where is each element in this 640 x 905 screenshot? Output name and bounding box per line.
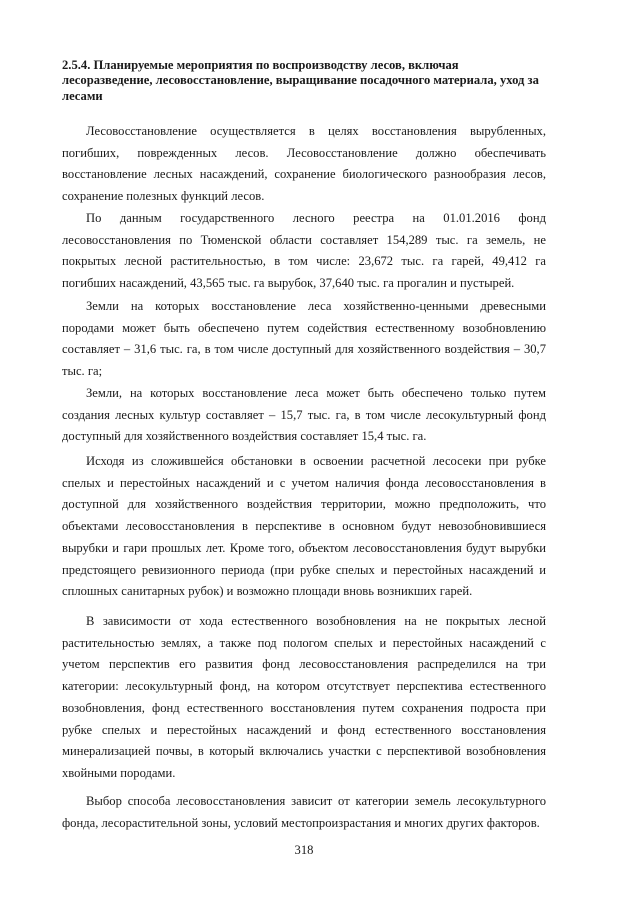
- paragraph-reforestation-fund: По данным государственного лесного реестра на 01.01.2016 фонд лесовосстановления по Тюменской области составляет 154,289 тыс. га земель, не покрытых лесной растительностью, в том числе: 23,672 тыс. га гарей, 49,412 га погибших насаждений, 43,565 тыс. га вырубок, 37,640 тыс. га прогалин и пустырей.: [62, 211, 546, 291]
- paragraph-reforestation-objects: Исходя из сложившейся обстановки в освоении расчетной лесосеки при рубке спелых и перестойных насаждений и с учетом наличия фонда лесовосстановления в доступной для хозяйственного воздействия территории, можно предположить, что объектами лесовосстановления в перспективе в основном будут невозобновившиеся вырубки и гари прошлых лет. Кроме того, объектом лесовосстановления будут вырубки предстоящего ревизионного периода (при рубке спелых и перестойных насаждений и сплошных санитарных рубок) и возможно площади вновь возникших гарей.: [62, 454, 546, 599]
- paragraph-natural-regeneration: Земли на которых восстановление леса хозяйственно-ценными древесными породами может быть обеспечено путем содействия естественному возобновлению составляет – 31,6 тыс. га, в том числе доступный для хозяйственного воздействия – 30,7 тыс. га;: [62, 299, 546, 379]
- paragraph-method-choice: Выбор способа лесовосстановления зависит от категории земель лесокультурного фонда, лесорастительной зоны, условий местопроизрастания и многих других факторов.: [62, 794, 546, 830]
- paragraph-fund-categories: В зависимости от хода естественного возобновления на не покрытых лесной растительностью землях, а также под пологом спелых и перестойных насаждений с учетом перспектив его развития фонд лесовосстановления распределился на три категории: лесокультурный фонд, на котором отсутствует перспектива естественного возобновления, фонд естественного восстановления путем сохранения подроста при рубке спелых и перестойных насаждений и фонд естественного восстановления минерализацией почвы, в который включались участки с перспективой возобновления хвойными породами.: [62, 614, 546, 780]
- page-number: 318: [294, 843, 314, 857]
- section-heading: 2.5.4. Планируемые мероприятия по воспроизводству лесов, включая лесоразведение, лесовосстановление, выращивание посадочного материала, уход за лесами: [62, 58, 539, 103]
- paragraph-forest-cultures: Земли, на которых восстановление леса может быть обеспечено только путем создания лесных культур составляет – 15,7 тыс. га, в том числе лесокультурный фонд доступный для хозяйственного воздействия составляет 15,4 тыс. га.: [62, 386, 546, 444]
- paragraph-reforestation-purpose: Лесовосстановление осуществляется в целях восстановления вырубленных, погибших, поврежденных лесов. Лесовосстановление должно обеспечивать восстановление лесных насаждений, сохранение биологического разнообразия лесов, сохранение полезных функций лесов.: [62, 124, 546, 204]
